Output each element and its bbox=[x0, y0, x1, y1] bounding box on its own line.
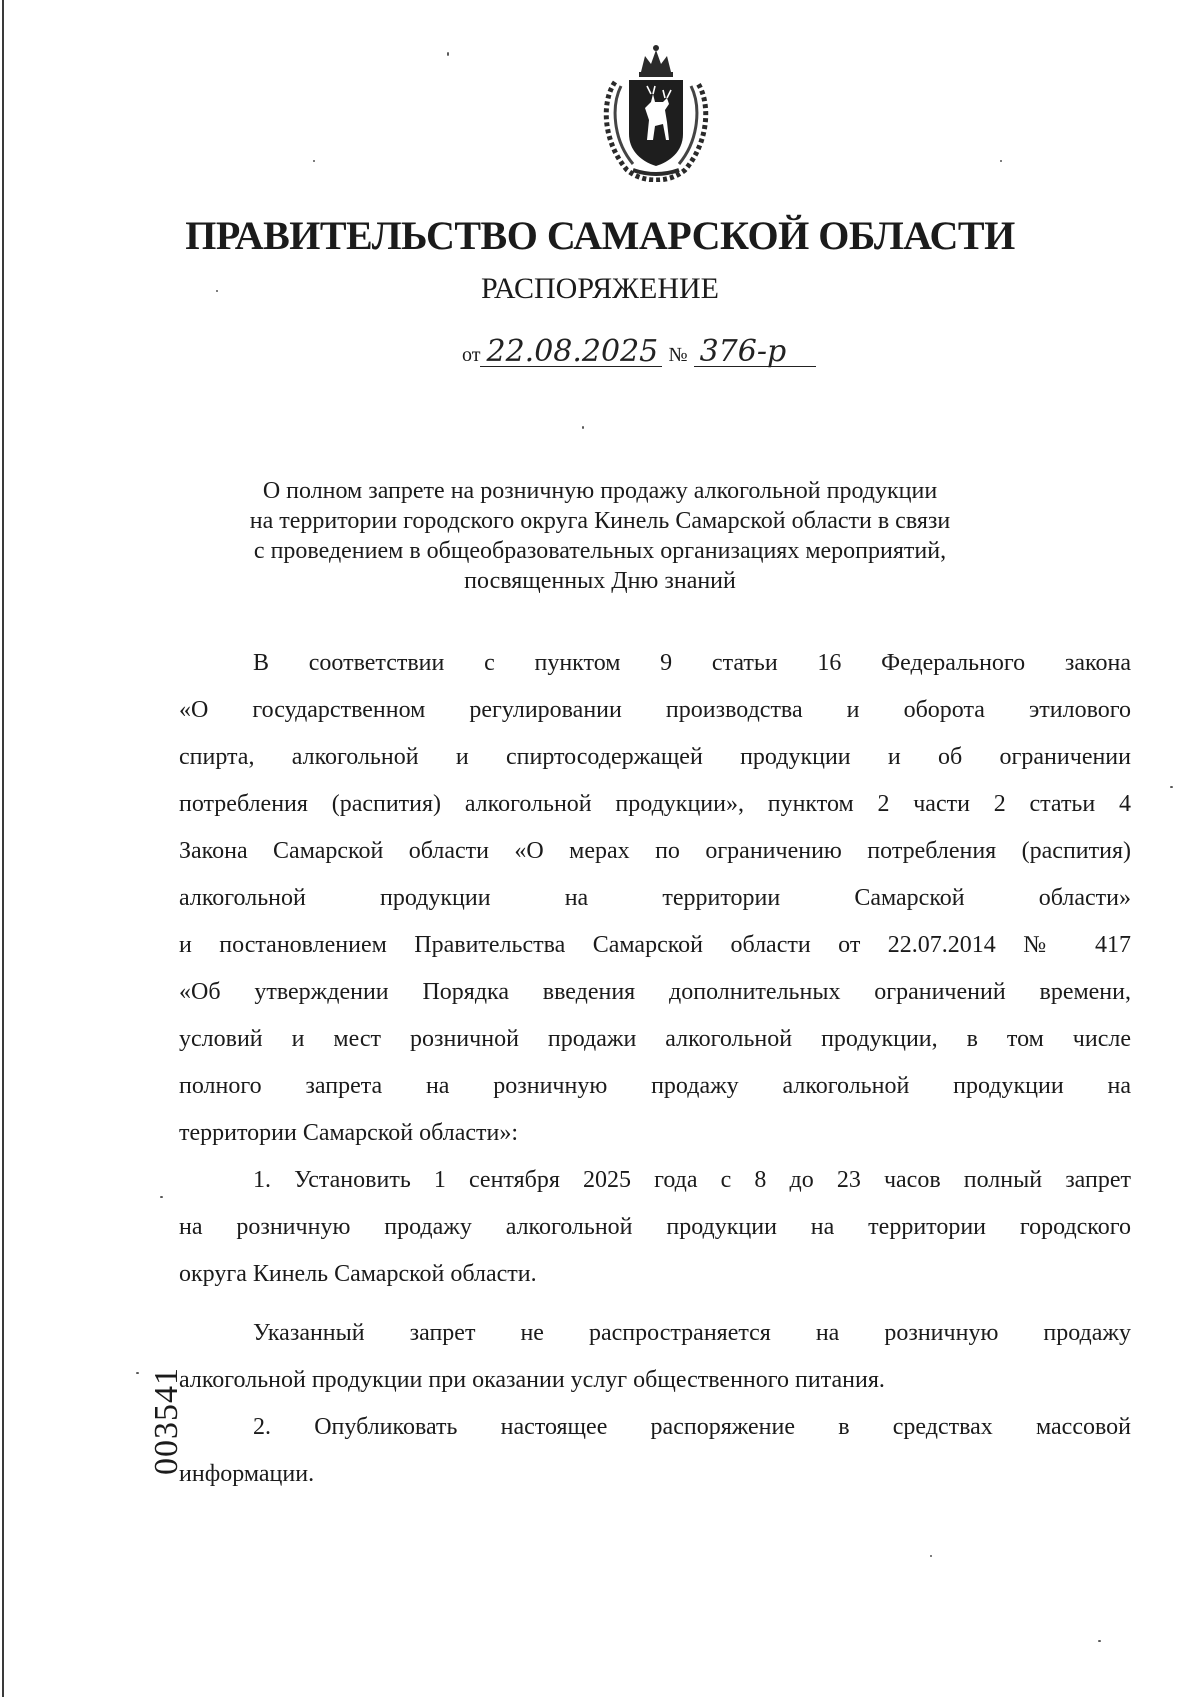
text-line: информации. bbox=[179, 1461, 315, 1487]
text-line: условий и мест розничной продажи алкогольной продукции, в том числе bbox=[179, 1026, 1131, 1052]
subject-heading bbox=[160, 476, 1040, 596]
note-paragraph bbox=[179, 1310, 1131, 1404]
text-line: территории Самарской области»: bbox=[179, 1120, 519, 1146]
subject-line: на территории городского округа Кинель Самарской области в связи bbox=[249, 508, 951, 534]
text-line: 1. Установить 1 сентября 2025 года с 8 до 23 часов полный запрет bbox=[253, 1167, 1131, 1193]
text-line: спирта, алкогольной и спиртосодержащей продукции и об ограничении bbox=[179, 744, 1131, 770]
scan-speck bbox=[1000, 160, 1002, 162]
text-line: полного запрета на розничную продажу алкогольной продукции на bbox=[179, 1073, 1131, 1099]
scan-speck bbox=[216, 290, 218, 292]
text-line: округа Кинель Самарской области. bbox=[179, 1261, 537, 1287]
scan-speck bbox=[160, 1196, 163, 1198]
scan-speck bbox=[447, 52, 449, 56]
government-title: ПРАВИТЕЛЬСТВО САМАРСКОЙ ОБЛАСТИ bbox=[185, 213, 1015, 258]
text-line: на розничную продажу алкогольной продукции на территории городского bbox=[179, 1214, 1131, 1240]
text-line: 2. Опубликовать настоящее распоряжение в средствах массовой bbox=[253, 1414, 1131, 1440]
text-line: В соответствии с пунктом 9 статьи 16 Федерального закона bbox=[253, 650, 1131, 676]
text-line: и постановлением Правительства Самарской области от 22.07.2014 № 417 bbox=[179, 932, 1131, 958]
item-1-paragraph bbox=[179, 1157, 1131, 1298]
scan-speck bbox=[1170, 786, 1173, 788]
preamble-paragraph bbox=[179, 640, 1131, 1157]
text-line: потребления (распития) алкогольной продукции», пунктом 2 части 2 статьи 4 bbox=[179, 791, 1131, 817]
text-line: Закона Самарской области «О мерах по ограничению потребления (распития) bbox=[179, 838, 1131, 864]
handwritten-number: 376-р bbox=[694, 338, 816, 367]
document-body bbox=[179, 640, 1131, 1498]
document-type: РАСПОРЯЖЕНИЕ bbox=[480, 272, 720, 305]
subject-line: с проведением в общеобразовательных организациях мероприятий, bbox=[253, 538, 947, 564]
scan-speck bbox=[930, 1555, 932, 1557]
text-line: «Об утверждении Порядка введения дополнительных ограничений времени, bbox=[179, 979, 1131, 1005]
handwritten-date: 22.08.2025 bbox=[480, 338, 662, 367]
text-line: алкогольной продукции на территории Самарской области» bbox=[179, 885, 1131, 911]
scan-speck bbox=[136, 1372, 139, 1374]
registration-number: 003541 bbox=[148, 1367, 185, 1475]
scan-speck bbox=[1098, 1640, 1101, 1642]
text-line: «О государственном регулировании производства и оборота этилового bbox=[179, 697, 1131, 723]
scan-speck bbox=[582, 426, 584, 429]
date-prefix: от bbox=[462, 344, 481, 366]
text-line: Указанный запрет не распространяется на розничную продажу bbox=[253, 1320, 1131, 1346]
item-2-paragraph bbox=[179, 1404, 1131, 1498]
text-line: алкогольной продукции при оказании услуг общественного питания. bbox=[179, 1367, 885, 1393]
number-label: № bbox=[668, 344, 688, 366]
samara-coat-of-arms-icon bbox=[597, 42, 715, 182]
subject-line: посвященных Дню знаний bbox=[464, 568, 736, 594]
scan-speck bbox=[313, 160, 315, 162]
date-number-line bbox=[462, 334, 816, 369]
subject-line: О полном запрете на розничную продажу алкогольной продукции bbox=[262, 478, 938, 504]
